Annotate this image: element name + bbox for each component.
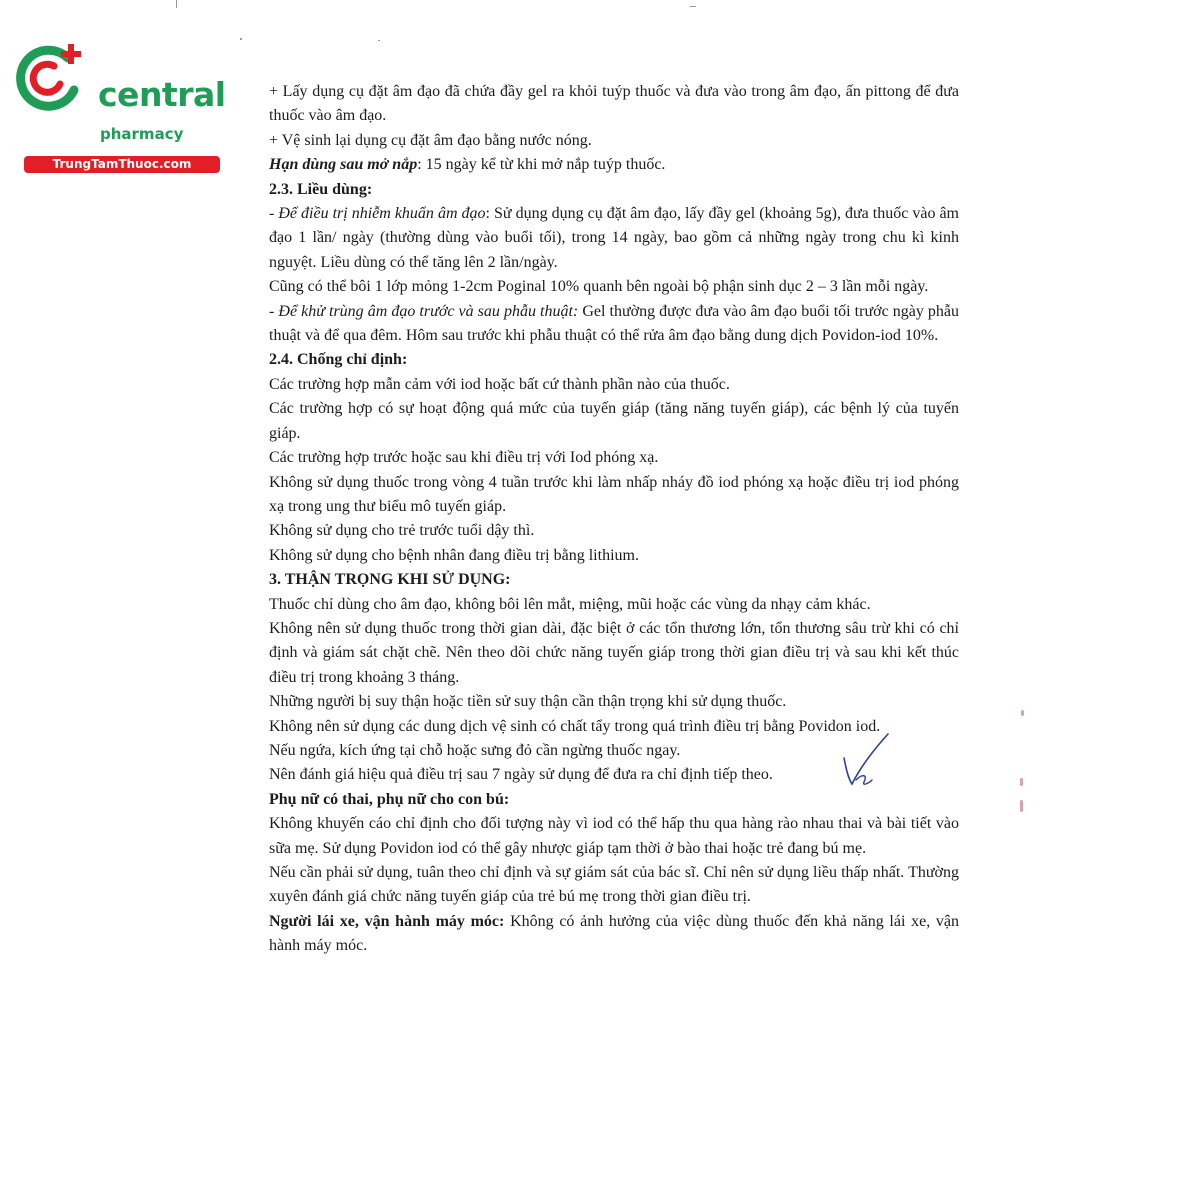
driver-text: Không có ảnh hưởng của việc dùng thuốc đến khả năng lái xe, vận hành máy móc. xyxy=(269,912,959,955)
section-heading-precautions: 3. THẬN TRỌNG KHI SỬ DỤNG: xyxy=(269,571,511,589)
contraindication-item: Không sử dụng thuốc trong vòng 4 tuần trước khi làm nhấp nháy đồ iod phóng xạ hoặc điều trị iod phóng xạ trong ung thư biểu mô tuyến giáp. xyxy=(269,473,959,515)
contraindication-item: Các trường hợp trước hoặc sau khi điều trị với Iod phóng xạ. xyxy=(269,449,659,467)
scan-speck xyxy=(240,38,242,40)
dosage-paragraph xyxy=(269,300,959,349)
pregnancy-item: Không khuyến cáo chỉ định cho đối tượng này vì iod có thể hấp thu qua hàng rào nhau thai và bài tiết vào sữa mẹ. Sử dụng Povidon iod có thể gây nhược giáp tạm thời ở bào thai hoặc trẻ đang bú mẹ. xyxy=(269,815,959,857)
dosage-text: Gel thường được đưa vào âm đạo buổi tối trước ngày phẫu thuật và để qua đêm. Hôm sau trước khi phẫu thuật có thể rửa âm đạo bằng dung dịch Povidon-iod 10%. xyxy=(269,302,960,345)
pregnancy-item: Nếu cần phải sử dụng, tuân theo chỉ định và sự giám sát của bác sĩ. Chỉ nên sử dụng liều thấp nhất. Thường xuyên đánh giá chức năng tuyến giáp của trẻ bú mẹ trong thời gian điều trị. xyxy=(269,864,959,906)
scan-edge-mark xyxy=(1020,778,1023,786)
precaution-item: Không nên sử dụng các dung dịch vệ sinh có chất tẩy trong quá trình điều trị bằng Povidon iod. xyxy=(269,717,881,735)
section-heading-contraindications: 2.4. Chống chỉ định: xyxy=(269,351,408,369)
driver-label: Người lái xe, vận hành máy móc: xyxy=(269,912,505,930)
central-pharmacy-logo xyxy=(10,38,226,171)
scan-speck xyxy=(690,6,696,7)
scan-speck xyxy=(378,40,380,41)
precaution-item: Không nên sử dụng thuốc trong thời gian dài, đặc biệt ở các tổn thương lớn, tổn thương sâu trừ khi có chỉ định và giám sát chặt chẽ. Nên theo dõi chức năng tuyến giáp trong thời gian điều trị và sau khi kết thúc điều trị trong khoảng 3 tháng. xyxy=(269,619,959,686)
logo-mark-icon xyxy=(10,38,90,118)
dosage-text: : Sử dụng dụng cụ đặt âm đạo, lấy đầy gel (khoảng 5g), đưa thuốc vào âm đạo 1 lần/ ngày (thường dùng vào buổi tối), trong 14 ngày, bao gồm cả những ngày trong chu kì kinh nguyệt. Liều dùng có thể tăng lên 2 lần/ngày. xyxy=(269,205,959,271)
precaution-item: Thuốc chỉ dùng cho âm đạo, không bôi lên mắt, miệng, mũi hoặc các vùng da nhạy cảm khác. xyxy=(269,595,871,613)
expiry-paragraph xyxy=(269,153,959,177)
expiry-text: : 15 ngày kể từ khi mở nắp tuýp thuốc. xyxy=(417,156,666,174)
dosage-paragraph xyxy=(269,202,959,275)
scan-speck xyxy=(176,0,177,8)
dosage-label: - Để khử trùng âm đạo trước và sau phẫu thuật: xyxy=(269,302,579,320)
expiry-label: Hạn dùng sau mở nắp xyxy=(269,156,418,174)
brand-website: TrungTamThuoc.com xyxy=(24,156,220,173)
precaution-item: Nên đánh giá hiệu quả điều trị sau 7 ngày sử dụng để đưa ra chỉ định tiếp theo. xyxy=(269,766,773,784)
instruction-line: + Lấy dụng cụ đặt âm đạo đã chứa đầy gel ra khỏi tuýp thuốc và đưa vào trong âm đạo, ấn pittong để đưa thuốc vào âm đạo. xyxy=(269,83,959,125)
instruction-line: + Vệ sinh lại dụng cụ đặt âm đạo bằng nước nóng. xyxy=(269,131,592,149)
contraindication-item: Các trường hợp mẫn cảm với iod hoặc bất cứ thành phần nào của thuốc. xyxy=(269,375,730,393)
scan-edge-mark xyxy=(1020,800,1023,812)
precaution-item: Những người bị suy thận hoặc tiền sử suy thận cần thận trọng khi sử dụng thuốc. xyxy=(269,693,787,711)
precaution-item: Nếu ngứa, kích ứng tại chỗ hoặc sưng đỏ cần ngừng thuốc ngay. xyxy=(269,741,681,759)
dosage-label: - Để điều trị nhiễm khuẩn âm đạo xyxy=(269,205,486,223)
brand-name: central xyxy=(98,75,226,114)
scan-edge-mark xyxy=(1021,710,1024,716)
brand-tagline: pharmacy xyxy=(100,125,184,143)
dosage-paragraph: Cũng có thể bôi 1 lớp mỏng 1-2cm Poginal 10% quanh bên ngoài bộ phận sinh dục 2 – 3 lần mỗi ngày. xyxy=(269,278,929,296)
document-body xyxy=(269,80,959,959)
handwritten-initial xyxy=(838,722,898,792)
contraindication-item: Không sử dụng cho bệnh nhân đang điều trị bằng lithium. xyxy=(269,546,639,564)
subheading-pregnancy: Phụ nữ có thai, phụ nữ cho con bú: xyxy=(269,790,510,808)
section-heading-dosage: 2.3. Liều dùng: xyxy=(269,180,373,198)
contraindication-item: Các trường hợp có sự hoạt động quá mức của tuyến giáp (tăng năng tuyến giáp), các bệnh lý của tuyến giáp. xyxy=(269,400,959,442)
driver-paragraph xyxy=(269,910,959,959)
contraindication-item: Không sử dụng cho trẻ trước tuổi dậy thì. xyxy=(269,522,535,540)
